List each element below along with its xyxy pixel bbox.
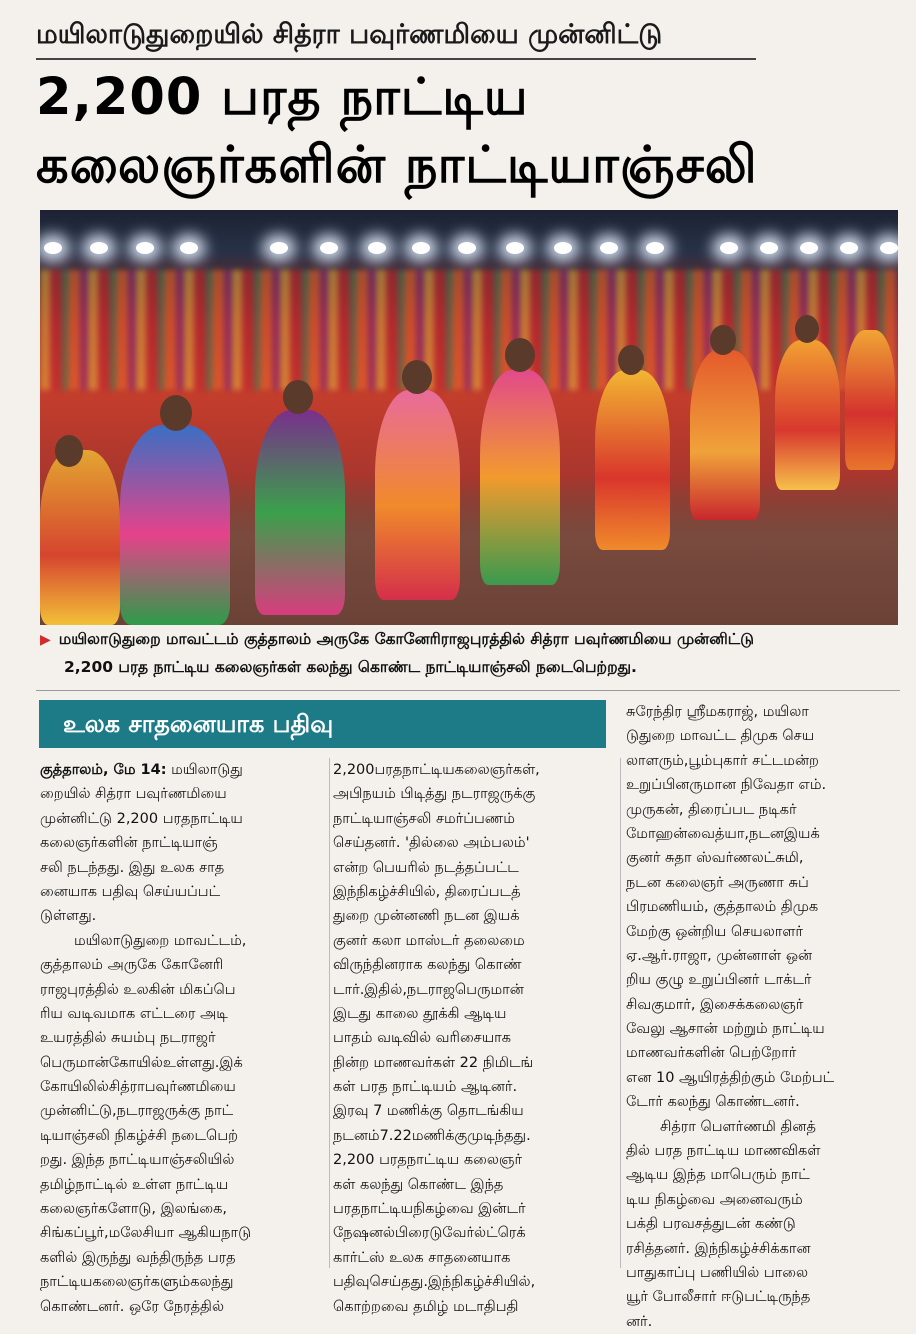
article-text-line: ராஜபுரத்தில் உலகின் மிகப்பெ: [40, 981, 236, 998]
article-text-line: கோயிலில்சித்ராபவுர்ணமியை: [40, 1079, 236, 1096]
stadium-lights: [40, 230, 898, 270]
article-text-line: என்ற பெயரில் நடத்தப்பட்ட: [333, 859, 519, 876]
caption-line-1: மயிலாடுதுறை மாவட்டம் குத்தாலம் அருகே கோனேரிராஜபுரத்தில் சித்ரா பவுர்ணமியை முன்னிட்டு: [58, 630, 754, 648]
article-text-line: குத்தாலம் அருகே கோனேரி: [40, 957, 224, 974]
article-text-line: டியாஞ்சலி நிகழ்ச்சி நடைபெற்: [40, 1127, 238, 1144]
article-text-line: கொற்றவை தமிழ் மடாதிபதி: [333, 1298, 519, 1315]
article-text-line: கார்ட்ஸ் உலக சாதனையாக: [333, 1249, 511, 1266]
article-text-line: ஏ.ஆர்.ராஜா, முன்னாள் ஒன்: [626, 947, 813, 964]
article-text-line: என 10 ஆயிரத்திற்கும் மேற்பட்: [626, 1069, 835, 1086]
article-text-line: கள் பரத நாட்டியம் ஆடினர்.: [333, 1079, 518, 1096]
article-kicker: மயிலாடுதுறையில் சித்ரா பவுர்ணமியை முன்னிட்டு: [36, 12, 756, 60]
article-text-line: தில் பரத நாட்டிய மாணவிகள்: [626, 1143, 821, 1160]
article-text-line: கலைஞர்களோடு, இலங்கை,: [40, 1201, 228, 1218]
article-text-line: மேற்கு ஒன்றிய செயலாளர்: [626, 923, 803, 940]
article-text-line: களில் இருந்து வந்திருந்த பரத: [40, 1249, 236, 1266]
article-text-line: நடன கலைஞர் அருணா சுப்: [626, 874, 809, 891]
article-text-line: குத்தாலம், மே 14: மயிலாடுது: [40, 762, 243, 778]
article-text-line: னர்.: [626, 1313, 653, 1330]
article-text-line: இந்நிகழ்ச்சியில், திரைப்படத்: [333, 883, 521, 900]
article-text-line: நின்ற மாணவர்கள் 22 நிமிடங்: [333, 1054, 534, 1071]
article-text-line: முன்னிட்டு 2,200 பரதநாட்டிய: [40, 810, 243, 827]
article-text-line: றிய குழு உறுப்பினர் டாக்டர்: [626, 972, 812, 989]
column-divider: [620, 758, 621, 1268]
article-text-line: கொண்டனர். ஒரே நேரத்தில்: [40, 1298, 224, 1315]
article-text-line: அபிநயம் பிடித்து நடராஜருக்கு: [333, 786, 536, 803]
article-text-line: பெருமான்கோயில்உள்ளது.இக்: [40, 1054, 243, 1071]
article-text-line: சலி நடந்தது. இது உலக சாத: [40, 859, 225, 876]
article-text-line: 2,200பரதநாட்டியகலைஞர்கள்,: [333, 762, 540, 778]
column-divider: [329, 758, 330, 1268]
article-text-line: இரவு 7 மணிக்கு தொடங்கிய: [333, 1103, 524, 1120]
article-text-line: செய்தனர். 'தில்லை அம்பலம்': [333, 835, 530, 852]
article-text-line: டுள்ளது.: [40, 908, 97, 925]
article-text-line: பாதம் வடிவில் வரிசையாக: [333, 1030, 511, 1047]
article-text-line: இடது காலை தூக்கி ஆடிய: [333, 1005, 507, 1022]
article-text-line: டோர் கலந்து கொண்டனர்.: [626, 1094, 800, 1111]
article-text-line: றது. இந்த நாட்டியாஞ்சலியில்: [40, 1152, 235, 1169]
caption-line-2: 2,200 பரத நாட்டிய கலைஞர்கள் கலந்து கொண்ட நாட்டியாஞ்சலி நடைபெற்றது.: [64, 658, 637, 676]
article-text-line: கலைஞர்களின் நாட்டியாஞ்: [40, 835, 218, 852]
article-text-line: நேஷனல்பிரைடுவேர்ல்ட்ரெக்: [333, 1225, 526, 1242]
article-text-line: பிரமணியம், குத்தாலம் திமுக: [626, 899, 819, 916]
article-text-line: மயிலாடுதுறை மாவட்டம்,: [74, 932, 247, 949]
article-text-line: நடனம்7.22மணிக்குமுடிந்தது.: [333, 1127, 531, 1144]
article-text-line: டுதுறை மாவட்ட திமுக செய: [626, 728, 815, 745]
article-text-line: உயரத்தில் சுயம்பு நடராஜர்: [40, 1030, 216, 1047]
article-text-line: கள் கலந்து கொண்ட இந்த: [333, 1176, 504, 1193]
divider: [36, 690, 900, 691]
article-text-line: 2,200 பரதநாட்டிய கலைஞர்: [333, 1152, 523, 1169]
article-text-line: முன்னிட்டு,நடராஜருக்கு நாட்: [40, 1103, 234, 1120]
article-text-line: நாட்டியாஞ்சலி சமர்ப்பணம்: [333, 810, 515, 827]
article-text-line: றையில் சித்ரா பவுர்ணமியை: [40, 786, 227, 803]
article-text-line: சிங்கப்பூர்,மலேசியா ஆகியநாடு: [40, 1225, 252, 1242]
article-text-line: முருகன், திரைப்பட நடிகர்: [626, 801, 797, 818]
article-text-line: வேலு ஆசான் மற்றும் நாட்டிய: [626, 1021, 825, 1038]
headline-line-1: 2,200 பரத நாட்டிய: [36, 68, 529, 127]
subheading-banner: உலக சாதனையாக பதிவு: [39, 700, 606, 748]
article-text-line: டார்.இதில்,நடராஜபெருமான்: [333, 981, 524, 998]
photo-caption: [40, 626, 900, 686]
article-text-line: பாதுகாப்பு பணியில் பாலை: [626, 1264, 808, 1281]
dancers-photo: [40, 210, 898, 625]
article-text-line: குனர் கலா மாஸ்டர் தலைமை: [333, 932, 525, 949]
article-text-line: சுரேந்திர ஸ்ரீமகராஜ், மயிலா: [626, 704, 809, 720]
article-text-line: பரதநாட்டியநிகழ்வை இன்டர்: [333, 1201, 526, 1218]
article-text-line: விருந்தினராக கலந்து கொண்: [333, 957, 522, 974]
article-text-line: குனர் சுதா ஸ்வர்ணலட்சுமி,: [626, 850, 804, 867]
headline-line-2: கலைஞர்களின் நாட்டியாஞ்சலி: [36, 136, 758, 195]
crowd-background: [40, 270, 898, 390]
article-text-line: டிய நிகழ்வை அனைவரும்: [626, 1191, 803, 1208]
article-text-line: பதிவுசெய்தது.இந்நிகழ்ச்சியில்,: [333, 1274, 536, 1291]
article-text-line: உறுப்பினருமான நிவேதா எம்.: [626, 777, 827, 794]
article-text-line: ரிய வடிவமாக எட்டரை அடி: [40, 1005, 228, 1022]
article-text-line: னையாக பதிவு செய்யப்பட்: [40, 883, 221, 900]
article-text-line: யூர் போலீசார் ஈடுபட்டிருந்த: [626, 1289, 811, 1306]
article-text-line: சித்ரா பௌர்ணமி தினத்: [660, 1118, 816, 1135]
article-text-line: மோஹன்வைத்யா,நடனஇயக்: [626, 825, 820, 842]
article-headline: [36, 64, 906, 200]
article-text-line: பக்தி பரவசத்துடன் கண்டு: [626, 1216, 796, 1233]
article-text-line: லாளரும்,பூம்புகார் சட்டமன்ற: [626, 752, 819, 769]
article-column-3: [626, 700, 900, 1334]
article-text-line: சிவகுமார், இசைக்கலைஞர்: [626, 996, 804, 1013]
caption-arrow-icon: ▶: [40, 632, 51, 648]
article-text-line: நாட்டியகலைஞர்களும்கலந்து: [40, 1274, 234, 1291]
article-column-2: [333, 758, 615, 1319]
article-text-line: துறை முன்னணி நடன இயக்: [333, 908, 520, 925]
article-text-line: தமிழ்நாட்டில் உள்ள நாட்டிய: [40, 1176, 229, 1193]
article-text-line: ரசித்தனர். இந்நிகழ்ச்சிக்கான: [626, 1240, 811, 1257]
article-column-1: [40, 758, 326, 1319]
article-text-line: மாணவர்களின் பெற்றோர்: [626, 1045, 797, 1062]
dateline: குத்தாலம், மே 14:: [40, 762, 167, 778]
article-text-line: ஆடிய இந்த மாபெரும் நாட்: [626, 1167, 810, 1184]
